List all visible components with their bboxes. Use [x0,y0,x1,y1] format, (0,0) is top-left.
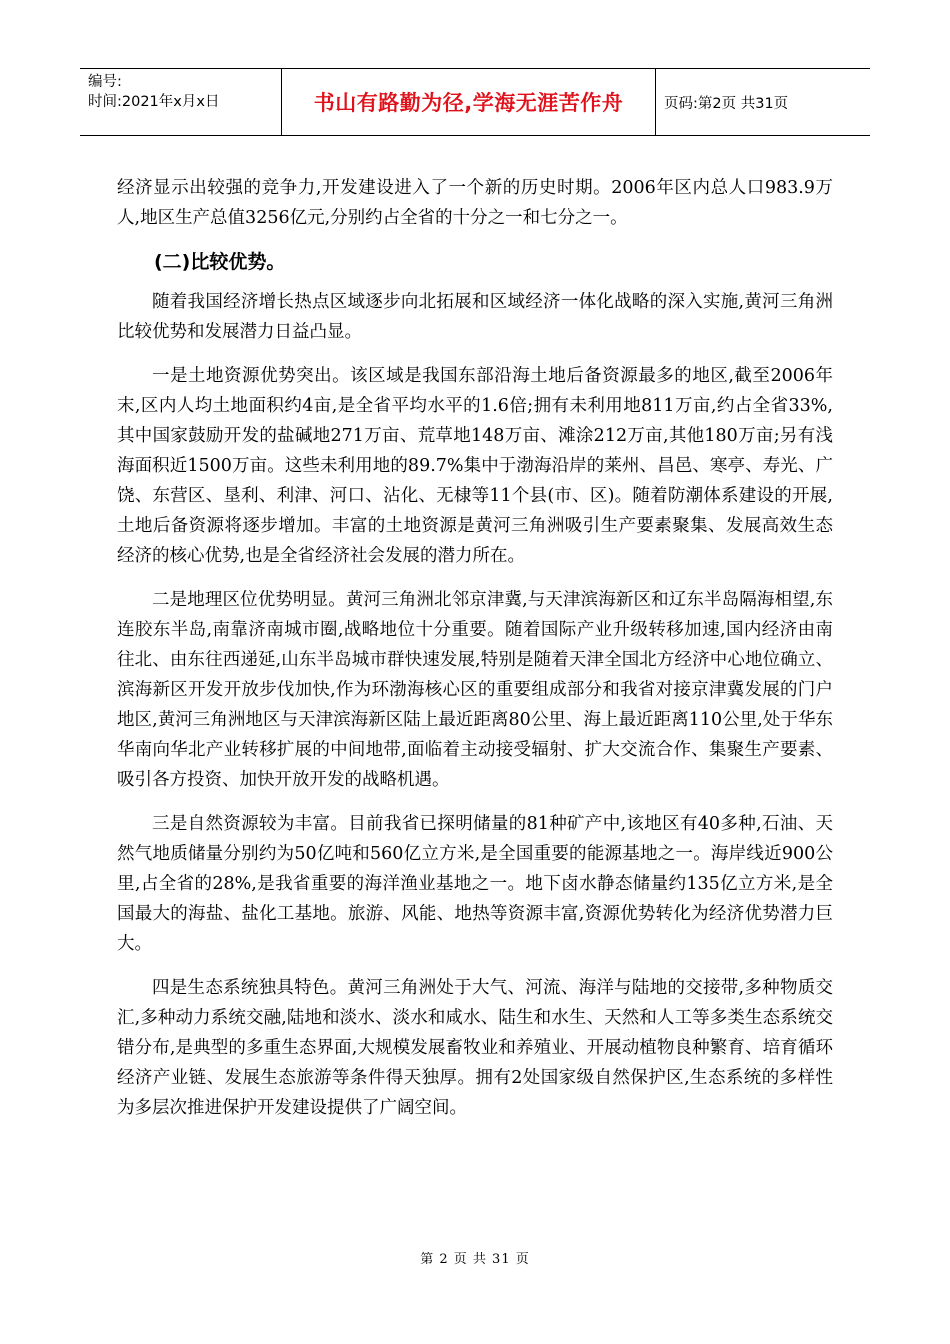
section-heading: (二)比较优势。 [154,251,286,273]
paragraph-location: 二是地理区位优势明显。黄河三角洲北邻京津冀,与天津滨海新区和辽东半岛隔海相望,东连胶东半岛,南靠济南城市圈,战略地位十分重要。随着国际产业升级转移加速,国内经济由南往北、由东往西递延,山东半岛城市群快速发展,特别是随着天津全国北方经济中心地位确立、滨海新区开发开放步伐加快,作为环渤海核心区的重要组成部分和我省对接京津冀发展的门户地区,黄河三角洲地区与天津滨海新区陆上最近距离80公里、海上最近距离110公里,处于华东华南向华北产业转移扩展的中间地带,面临着主动接受辐射、扩大交流合作、集聚生产要素、吸引各方投资、加快开放开发的战略机遇。 [117,590,833,790]
header-meta [80,69,282,135]
paragraph-ecosystem: 四是生态系统独具特色。黄河三角洲处于大气、河流、海洋与陆地的交接带,多种物质交汇,多种动力系统交融,陆地和淡水、淡水和咸水、陆生和水生、天然和人工等多类生态系统交错分布,是典型的多重生态界面,大规模发展畜牧业和养殖业、开展动植物良种繁育、培育循环经济产业链、发展生态旅游等条件得天独厚。拥有2处国家级自然保护区,生态系统的多样性为多层次推进保护开发建设提供了广阔空间。 [117,978,833,1118]
paragraph-land-resources: 一是土地资源优势突出。该区域是我国东部沿海土地后备资源最多的地区,截至2006年末,区内人均土地面积约4亩,是全省平均水平的1.6倍;拥有未利用地811万亩,约占全省33%,其中国家鼓励开发的盐碱地271万亩、荒草地148万亩、滩涂212万亩,其他180万亩;另有浅海面积近1500万亩。这些未利用地的89.7%集中于渤海沿岸的莱州、昌邑、寒亭、寿光、广饶、东营区、垦利、利津、河口、沾化、无棣等11个县(市、区)。随着防潮体系建设的开展,土地后备资源将逐步增加。丰富的土地资源是黄河三角洲吸引生产要素聚集、发展高效生态经济的核心优势,也是全省经济社会发展的潜力所在。 [117,366,833,566]
serial-label: 编号: [88,74,122,90]
paragraph-continued: 经济显示出较强的竞争力,开发建设进入了一个新的历史时期。2006年区内总人口983.9万人,地区生产总值3256亿元,分别约占全省的十分之一和七分之一。 [117,178,833,228]
page-header [80,68,870,136]
paragraph-natural-resources: 三是自然资源较为丰富。目前我省已探明储量的81种矿产中,该地区有40多种,石油、天然气地质储量分别约为50亿吨和560亿立方米,是全国重要的能源基地之一。海岸线近900公里,占全省的28%,是我省重要的海洋渔业基地之一。地下卤水静态储量约135亿立方米,是全国最大的海盐、盐化工基地。旅游、风能、地热等资源丰富,资源优势转化为经济优势潜力巨大。 [117,814,833,954]
document-body [117,173,833,1137]
header-page-info: 页码:第2页 共31页 [664,95,789,112]
paragraph-intro: 随着我国经济增长热点区域逐步向北拓展和区域经济一体化战略的深入实施,黄河三角洲比较优势和发展潜力日益凸显。 [117,292,833,342]
header-motto: 书山有路勤为径,学海无涯苦作舟 [282,69,656,135]
date-label: 时间:2021年x月x日 [88,94,220,110]
page-footer: 第 2 页 共 31 页 [420,1252,530,1267]
